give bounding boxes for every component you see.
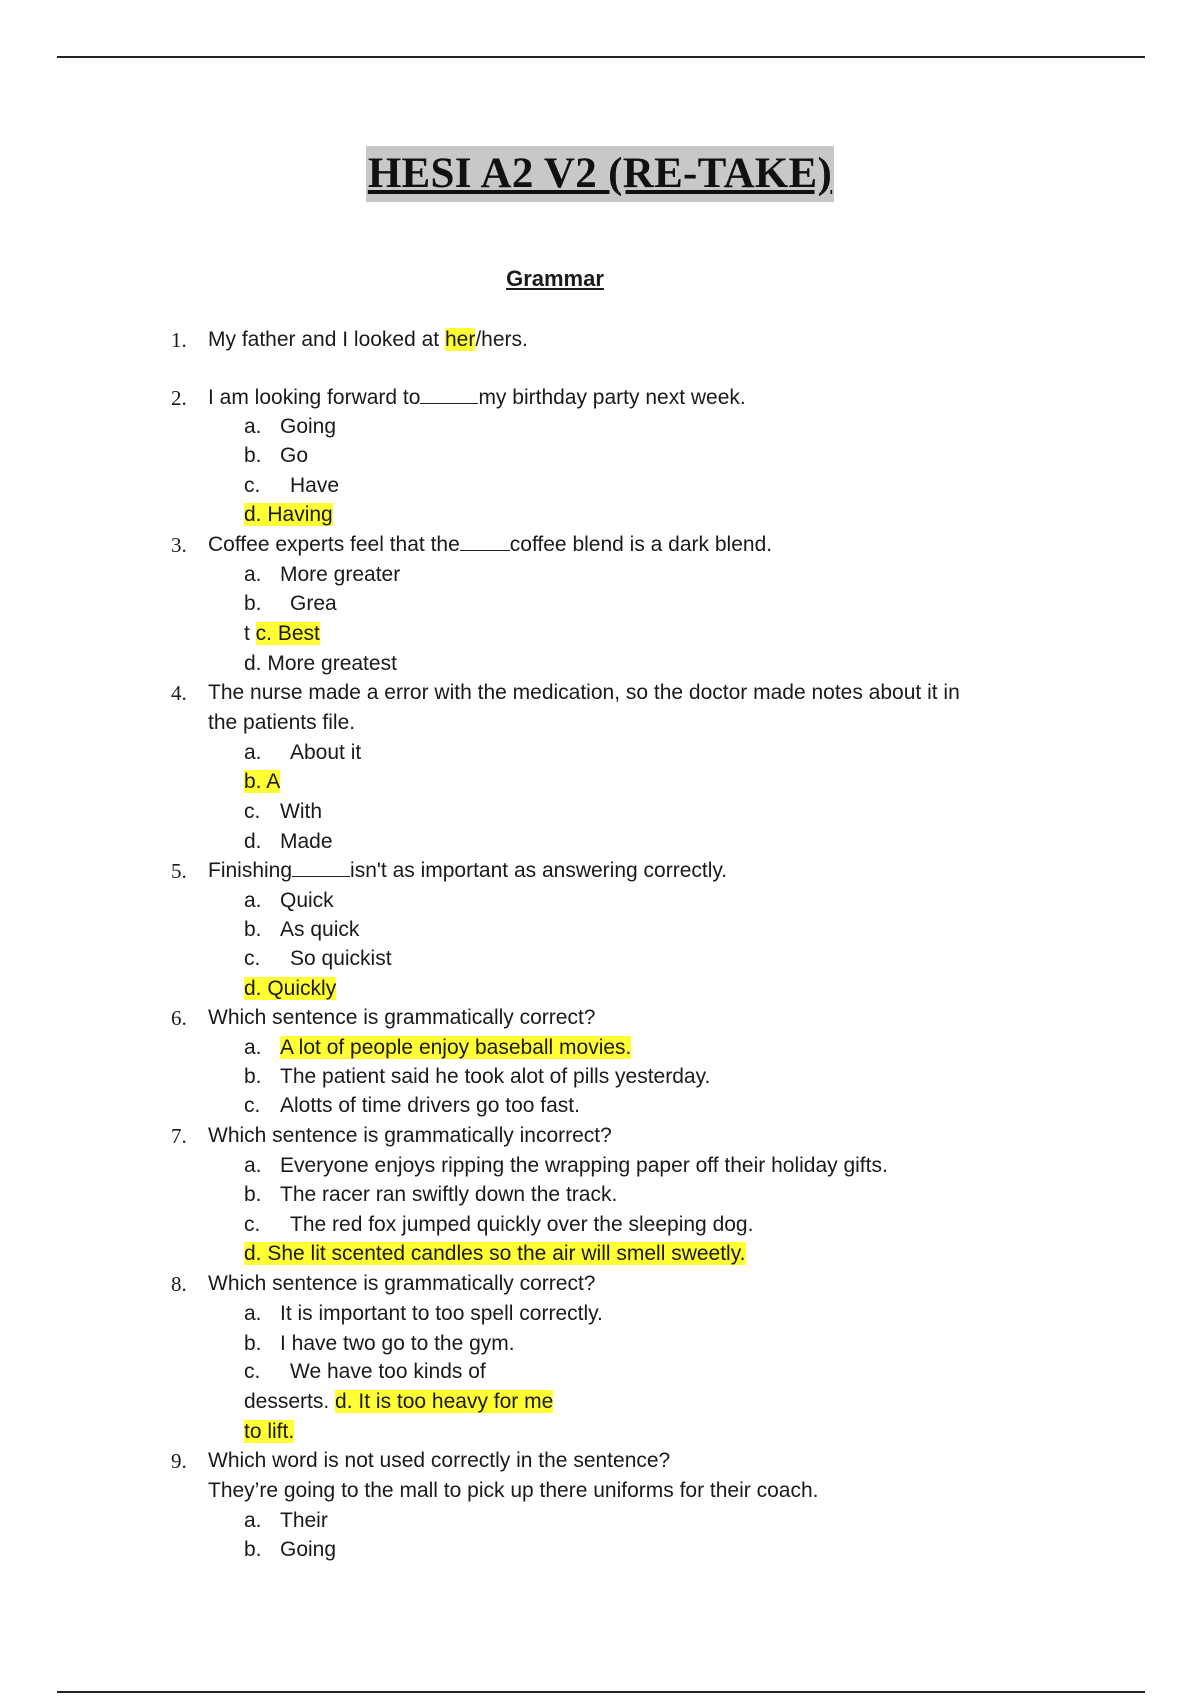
answer-highlight: b. A	[244, 770, 281, 793]
option-text: Quick	[280, 889, 334, 912]
option-text: Have	[290, 474, 340, 497]
option-text: Their	[280, 1509, 328, 1532]
option-text: I have two go to the gym.	[280, 1332, 515, 1355]
option-text: More greater	[280, 563, 401, 586]
option-b	[244, 768, 280, 796]
option-letter: b.	[244, 1332, 262, 1355]
answer-highlight: d. Quickly	[244, 977, 337, 1000]
option-c	[244, 472, 339, 500]
question-4: The nurse made a error with the medication, so the doctor made notes about it in	[208, 681, 960, 704]
question-7: Which sentence is grammatically incorrect?	[208, 1124, 612, 1147]
option-letter: c.	[244, 1360, 261, 1383]
answer-highlight: c. Best	[255, 622, 320, 645]
option-letter: a.	[244, 1154, 262, 1177]
question-number: 9.	[171, 1449, 187, 1473]
option-letter: c.	[244, 947, 261, 970]
question-number: 5.	[171, 859, 187, 883]
question-text: Finishing	[208, 859, 293, 882]
option-b	[244, 916, 359, 944]
option-d	[244, 501, 333, 529]
option-text: So quickist	[290, 947, 392, 970]
answer-blank	[460, 532, 510, 551]
option-letter: c.	[244, 1213, 261, 1236]
answer-highlight: A lot of people enjoy baseball movies.	[280, 1036, 632, 1059]
answer-highlight: d. Having	[244, 503, 333, 526]
question-number: 8.	[171, 1272, 187, 1296]
question-number: 3.	[171, 533, 187, 557]
option-letter: b.	[244, 444, 262, 467]
option-text: d. More greatest	[244, 652, 397, 675]
page-title: HESI A2 V2 (RE-TAKE)	[366, 146, 834, 202]
option-text: Made	[280, 830, 333, 853]
question-text: Coffee experts feel that the	[208, 533, 460, 556]
section-heading: Grammar	[506, 266, 604, 291]
option-letter: b.	[244, 1538, 262, 1561]
option-d	[244, 828, 333, 856]
option-text: desserts.	[244, 1390, 336, 1413]
question-9: Which word is not used correctly in the sentence?	[208, 1449, 671, 1472]
answer-blank	[420, 385, 478, 404]
option-letter: b.	[244, 592, 262, 615]
option-text: The patient said he took alot of pills yesterday.	[280, 1065, 711, 1088]
option-c	[244, 1092, 580, 1120]
option-a	[244, 1034, 631, 1062]
answer-highlight: d. She lit scented candles so the air will smell sweetly.	[244, 1242, 746, 1265]
option-a	[244, 413, 336, 441]
option-c	[244, 798, 322, 826]
option-c	[244, 945, 392, 973]
question-text: My father and I looked at	[208, 328, 445, 351]
option-b	[244, 1063, 710, 1091]
question-3	[208, 531, 772, 559]
option-text: Grea	[290, 592, 337, 615]
option-text: About it	[290, 741, 362, 764]
answer-highlight: to lift.	[244, 1420, 295, 1443]
question-text: my birthday party next week.	[478, 386, 746, 409]
option-text: The red fox jumped quickly over the sleeping dog.	[290, 1213, 754, 1236]
option-letter: a.	[244, 1036, 262, 1059]
answer-highlight: her	[444, 328, 476, 351]
option-a	[244, 739, 361, 767]
option-letter: c.	[244, 800, 261, 823]
option-text: Everyone enjoys ripping the wrapping paper off their holiday gifts.	[280, 1154, 888, 1177]
option-text: It is important to too spell correctly.	[280, 1302, 603, 1325]
question-text: /hers.	[475, 328, 528, 351]
option-letter: a.	[244, 1509, 262, 1532]
option-letter: c.	[244, 474, 261, 497]
question-5	[208, 857, 727, 885]
option-letter: d.	[244, 830, 262, 853]
question-2	[208, 384, 746, 412]
option-letter: b.	[244, 1183, 262, 1206]
option-b	[244, 442, 308, 470]
option-text: Going	[280, 1538, 337, 1561]
option-d	[244, 1240, 746, 1268]
option-text: Going	[280, 415, 337, 438]
question-number: 2.	[171, 386, 187, 410]
option-a	[244, 561, 400, 589]
option-c	[244, 620, 320, 648]
top-rule	[57, 56, 1145, 58]
option-d-continued	[244, 1418, 294, 1446]
option-d	[244, 975, 336, 1003]
option-b	[244, 1330, 515, 1358]
option-letter: b.	[244, 918, 262, 941]
question-1	[208, 326, 528, 354]
question-4-continued: the patients file.	[208, 711, 356, 734]
option-text: Go	[280, 444, 309, 467]
option-a	[244, 1152, 888, 1180]
title-container	[0, 146, 1200, 202]
question-6: Which sentence is grammatically correct?	[208, 1006, 596, 1029]
option-text: t	[244, 622, 256, 645]
option-b	[244, 1536, 336, 1564]
option-c	[244, 1211, 753, 1239]
option-text: Alotts of time drivers go too fast.	[280, 1094, 580, 1117]
question-9-sentence: They’re going to the mall to pick up there uniforms for their coach.	[208, 1479, 819, 1502]
option-text: With	[280, 800, 322, 823]
option-letter: b.	[244, 1065, 262, 1088]
option-text: We have too kinds of	[290, 1360, 486, 1383]
section-container	[0, 266, 1110, 292]
option-letter: c.	[244, 1094, 261, 1117]
option-a	[244, 887, 334, 915]
question-number: 7.	[171, 1124, 187, 1148]
option-letter: a.	[244, 415, 262, 438]
answer-blank	[292, 858, 350, 877]
option-text: As quick	[280, 918, 360, 941]
option-d	[244, 650, 397, 678]
option-letter: a.	[244, 889, 262, 912]
option-c-continued	[244, 1388, 553, 1416]
option-a	[244, 1300, 603, 1328]
option-a	[244, 1507, 328, 1535]
option-letter: a.	[244, 741, 262, 764]
question-number: 6.	[171, 1006, 187, 1030]
bottom-rule	[57, 1691, 1145, 1693]
question-8: Which sentence is grammatically correct?	[208, 1272, 596, 1295]
question-text: isn't as important as answering correctly.	[350, 859, 728, 882]
answer-highlight: d. It is too heavy for me	[335, 1390, 554, 1413]
question-text: coffee blend is a dark blend.	[509, 533, 773, 556]
option-letter: a.	[244, 563, 262, 586]
option-c	[244, 1358, 486, 1386]
option-b	[244, 1181, 617, 1209]
question-number: 4.	[171, 681, 187, 705]
question-text: I am looking forward to	[208, 386, 421, 409]
option-text: The racer ran swiftly down the track.	[280, 1183, 618, 1206]
option-letter: a.	[244, 1302, 262, 1325]
option-b	[244, 590, 337, 618]
question-number: 1.	[171, 328, 187, 352]
